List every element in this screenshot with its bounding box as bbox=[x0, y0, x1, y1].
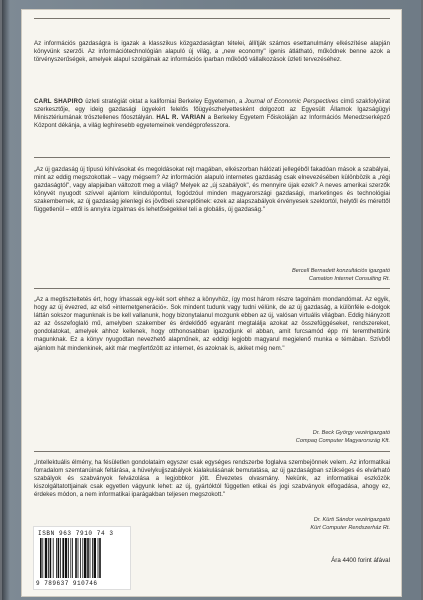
author-name-2: HAL R. VARIAN bbox=[156, 114, 206, 122]
quote-3-name: Dr. Kürti Sándor vezérigazgató bbox=[313, 517, 390, 523]
spine-shadow bbox=[2, 0, 10, 600]
quote-2-text: „Az a megtiszteltetés ért, hogy írhassak egy-két sort ehhez a könyvhöz, így most három részre tagolnám mondandómat. Az egyik, hogy az új évezred, az első »internetgeneráció«. Sok mindent tudunk vagy tudni vélünk, de az új gazdaság, a különféle e-dolgok láttán sokszor magunknak is be kell vallanunk, hogy bizonytalanul mozgunk ebben az új, valósan virtuális világban. Eddig hiányzott az az összefoglaló mű, amelyben szakember és érdeklődő egyaránt megtalálja azokat az összefüggéseket, rendszereket, gondolatokat, amelyek ahhoz kellenek, hogy otthonosabban igazodjunk el abban, amit furcsamód épp mi teremthettünk magunknak. Ez a könyv nyugodtan nevezhető alapműnek, az eddigi legjobb magyarul megjelenő munka e témában. Szívből ajánlom hát mindenkinek, akit már megfertőzött az internet, és azoknak is, akiket még nem." bbox=[34, 296, 390, 352]
quote-3-org: Kürt Computer Rendszerház Rt. bbox=[310, 524, 390, 531]
divider-2 bbox=[34, 288, 390, 289]
quote-2-org: Compaq Computer Magyarország Kft. bbox=[295, 437, 390, 444]
quote-1-name: Bercell Bernadett konzultációs igazgató bbox=[292, 268, 390, 274]
quote-1-org: Camation Internet Consulting Rt. bbox=[308, 275, 390, 282]
quote-2-name: Dr. Beck György vezérigazgató bbox=[312, 430, 390, 436]
intro-paragraph: Az információs gazdaságra is igazak a klasszikus közgazdaságtan tételei, állítják számos esettanulmány elkészítése alapján könyvünk szerzői. Az információtechnológián alapuló új világ, a „new economy" igenis átlátható, működnek benne azok a törvényszerűségek, amelyek alapul szolgálnak az információs iparban működő vállalkozások üzleti tervezéséhez. bbox=[34, 40, 390, 64]
authors-paragraph bbox=[34, 98, 390, 130]
quote-2-attribution bbox=[160, 430, 390, 445]
barcode-bars bbox=[39, 538, 125, 578]
quote-1-text: „Az új gazdaság új típusú kihívásokat és megoldásokat rejt magában, elkészorban hálózati jellegéből fakadóan mások a szabályai, mint az eddig megszokottak – vagy mégsem? Az információn alapuló internetes gazdaság csak elnevezésében különbözik a „régi gazdaságtól", vagy alapjaiban változott meg a világ? Melyek az „új szabályok", és mennyire újak ezek? A neves amerikai szerzők könyvét nyugodt szívvel ajánlom kiindulópontul, fogódzóul minden magyarországi gazdasági, marketinges és technológiai szakembernek, az új gazdaság jelenlegi és jövőbeli szereplőinek: ezek az alapszabályok érvényesek szektortól, helytől és mérettől függetlenül – ettől is annyira izgalmas és lehetőségekkel teli a globális, új gazdaság." bbox=[34, 166, 390, 214]
top-rule bbox=[34, 18, 390, 19]
quote-1-attribution bbox=[160, 268, 390, 283]
divider-3 bbox=[34, 451, 390, 452]
author-text-3: a Berkeley Egyetem Főiskoláján az Információs Menedzserképző Központ dékánja, a világ leghíresebb egyetemeinek vendégprofesszora. bbox=[34, 114, 390, 130]
barcode-number: 9 789637 910746 bbox=[36, 580, 98, 587]
divider-1 bbox=[34, 157, 390, 158]
barcode bbox=[33, 526, 131, 590]
author-name-1: CARL SHAPIRO bbox=[34, 98, 84, 105]
author-text-1: üzleti stratégiát oktat a kaliforniai Berkeley Egyetemen, a bbox=[83, 98, 245, 105]
price-label: Ára 4400 forint áfával bbox=[331, 557, 390, 564]
quote-3-attribution bbox=[160, 517, 390, 532]
author-text-2: című szakfolyóirat szerkesztője, egy ideig gazdasági ügyekért felelős főügyészhelyettesként dolgozott az Egyesült Államok Igazságügyi Minisztériumának trösztellenes főosztályán. bbox=[34, 98, 390, 122]
quote-3-text: „Intellektuális élmény, ha fésületlen gondolataim egyszer csak egységes rendszerbe foglalva szembejönnek velem. Az informatikai forradalom szemtanúinak feltárása, a hüvelykujjszabályok kialakulásának bemutatása, az új gazdaságban szükséges és elvárható szabályok és szabványok felvázolása a legjobbkor jött. Élvezetes olvasmány. Nekünk, az informatikai eszközök kiszolgáltatottjainak csak egyetlen vágyunk lehet: az új, gyártóktól független etikai és jogi szabványok elfogadása, ahogy ez, érdekes módon, a nem informatikai iparágakban teljesen megszokott." bbox=[34, 459, 390, 499]
isbn-label: ISBN 963 7910 74 3 bbox=[38, 530, 114, 537]
journal-title: Journal of Economic Perspectives bbox=[244, 98, 339, 105]
